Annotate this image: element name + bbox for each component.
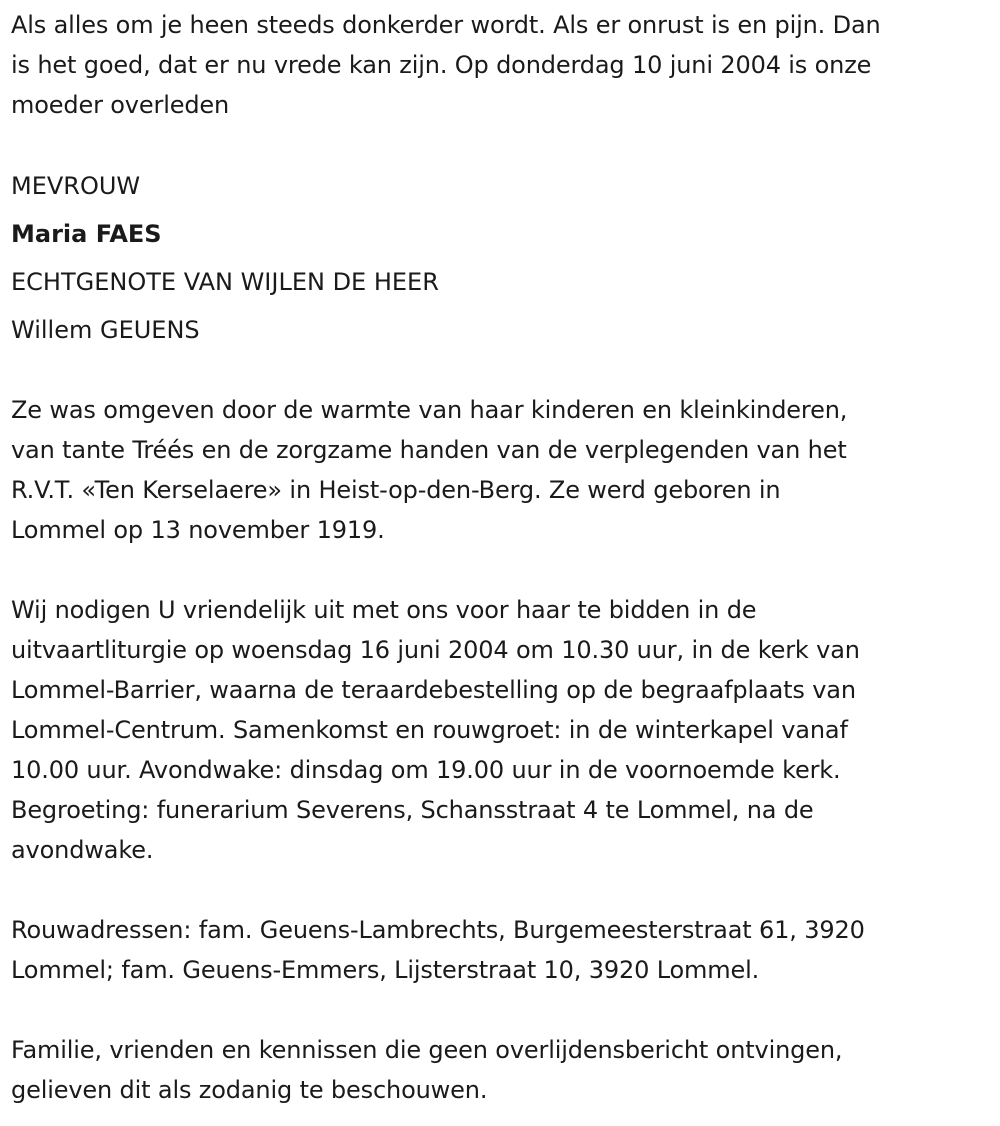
funeral-line: uitvaartliturgie op woensdag 16 juni 2004 om 10.30 uur, in de kerk van bbox=[11, 636, 860, 664]
notice-paragraph bbox=[11, 1030, 996, 1110]
care-line: Lommel op 13 november 1919. bbox=[11, 516, 385, 544]
funeral-line: Wij nodigen U vriendelijk uit met ons voor haar te bidden in de bbox=[11, 596, 757, 624]
intro-line: is het goed, dat er nu vrede kan zijn. Op donderdag 10 juni 2004 is onze bbox=[11, 51, 872, 79]
salutation: MEVROUW bbox=[11, 172, 141, 200]
intro-line: moeder overleden bbox=[11, 91, 230, 119]
addresses-line: Rouwadressen: fam. Geuens-Lambrechts, Burgemeesterstraat 61, 3920 bbox=[11, 916, 865, 944]
funeral-paragraph bbox=[11, 590, 996, 870]
notice-line: gelieven dit als zodanig te beschouwen. bbox=[11, 1076, 488, 1104]
funeral-line: Begroeting: funerarium Severens, Schansstraat 4 te Lommel, na de bbox=[11, 796, 814, 824]
addresses-paragraph bbox=[11, 910, 996, 990]
spouse-name: Willem GEUENS bbox=[11, 316, 200, 344]
care-line: van tante Tréés en de zorgzame handen van de verplegenden van het bbox=[11, 436, 847, 464]
spouse-title: ECHTGENOTE VAN WIJLEN DE HEER bbox=[11, 268, 439, 296]
addresses-line: Lommel; fam. Geuens-Emmers, Lijsterstraat 10, 3920 Lommel. bbox=[11, 956, 760, 984]
funeral-line: Lommel-Barrier, waarna de teraardebestelling op de begraafplaats van bbox=[11, 676, 856, 704]
care-paragraph bbox=[11, 390, 996, 550]
deceased-name: Maria FAES bbox=[11, 220, 162, 248]
notice-line: Familie, vrienden en kennissen die geen overlijdensbericht ontvingen, bbox=[11, 1036, 843, 1064]
intro-paragraph bbox=[11, 5, 996, 125]
intro-line: Als alles om je heen steeds donkerder wordt. Als er onrust is en pijn. Dan bbox=[11, 11, 881, 39]
care-line: Ze was omgeven door de warmte van haar kinderen en kleinkinderen, bbox=[11, 396, 848, 424]
funeral-line: Lommel-Centrum. Samenkomst en rouwgroet: in de winterkapel vanaf bbox=[11, 716, 848, 744]
care-line: R.V.T. «Ten Kerselaere» in Heist-op-den-Berg. Ze werd geboren in bbox=[11, 476, 781, 504]
funeral-line: avondwake. bbox=[11, 836, 154, 864]
funeral-line: 10.00 uur. Avondwake: dinsdag om 19.00 uur in de voornoemde kerk. bbox=[11, 756, 841, 784]
